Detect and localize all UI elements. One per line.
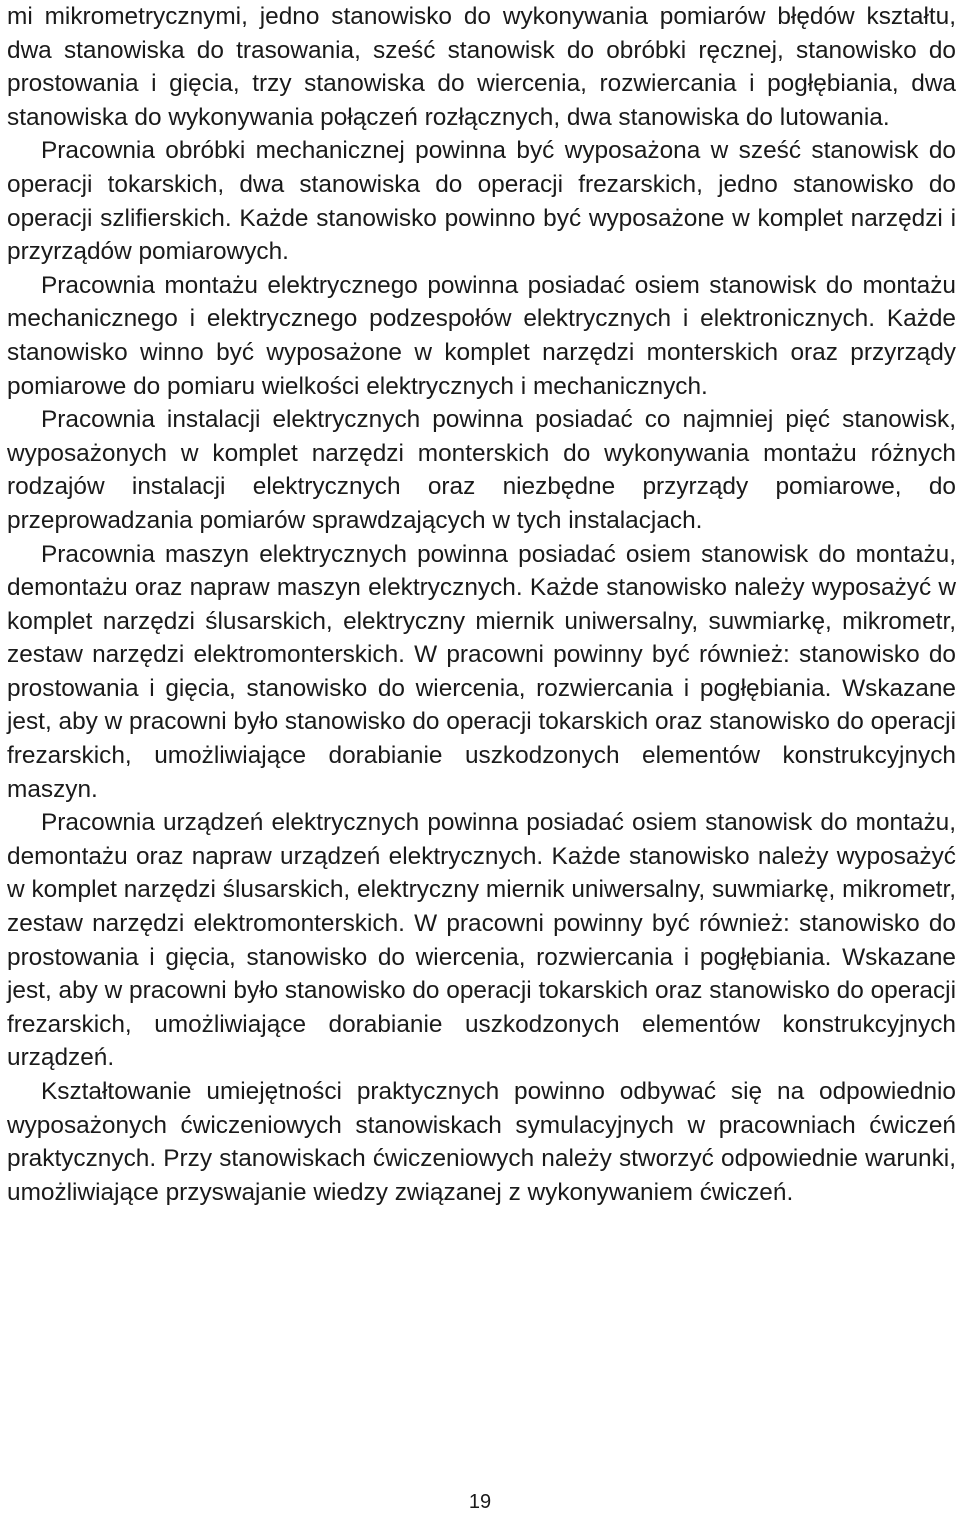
paragraph-mechanical-workshop: Pracownia obróbki mechanicznej powinna być wyposażona w sześć stanowisk do operacji tokarskich, dwa stanowiska do operacji frezarskich, jedno stanowisko do operacji szlifierskich. Każde stanowisko powinno być wyposażone w komplet narzędzi i przyrządów pomiarowych. [7, 137, 956, 266]
paragraph-electrical-devices: Pracownia urządzeń elektrycznych powinna posiadać osiem stanowisk do montażu, demontażu oraz napraw urządzeń elektrycznych. Każde stanowisko należy wyposażyć w komplet narzędzi ślusarskich, elektryczny miernik uniwersalny, suwmiarkę, mikrometr, zestaw narzędzi elektromonterskich. W pracowni powinny być również: stanowisko do prostowania i gięcia, stanowisko do wiercenia, rozwiercania i pogłębiania. Wskazane jest, aby w pracowni było stanowisko do operacji tokarskich oraz stanowisko do operacji frezarskich, umożliwiające dorabianie uszkodzonych elementów konstrukcyjnych urządzeń. [7, 809, 956, 1072]
paragraph-practical-skills: Kształtowanie umiejętności praktycznych powinno odbywać się na odpowiednio wyposażonych ćwiczeniowych stanowiskach symulacyjnych w pracowniach ćwiczeń praktycznych. Przy stanowiskach ćwiczeniowych należy stworzyć odpowiednie warunki, umożliwiające przyswajanie wiedzy związanej z wykonywaniem ćwiczeń. [7, 1078, 956, 1206]
paragraph-electrical-machines: Pracownia maszyn elektrycznych powinna posiadać osiem stanowisk do montażu, demontażu oraz napraw maszyn elektrycznych. Każde stanowisko należy wyposażyć w komplet narzędzi ślusarskich, elektryczny miernik uniwersalny, suwmiarkę, mikrometr, zestaw narzędzi elektromonterskich. W pracowni powinny być również: stanowisko do prostowania i gięcia, stanowisko do wiercenia, rozwiercania i pogłębiania. Wskazane jest, aby w pracowni było stanowisko do operacji tokarskich oraz stanowisko do operacji frezarskich, umożliwiające dorabianie uszkodzonych elementów konstrukcyjnych maszyn. [7, 540, 956, 803]
body-text [7, 0, 956, 1209]
paragraph-continued: mi mikrometrycznymi, jedno stanowisko do wykonywania pomiarów błędów kształtu, dwa stanowiska do trasowania, sześć stanowisk do obróbki ręcznej, stanowisko do prostowania i gięcia, trzy stanowiska do wiercenia, rozwiercania i pogłębiania, dwa stanowiska do wykonywania połączeń rozłącznych, dwa stanowiska do lutowania. [7, 3, 956, 131]
paragraph-electrical-assembly: Pracownia montażu elektrycznego powinna posiadać osiem stanowisk do montażu mechanicznego i elektrycznego podzespołów elektrycznych i elektronicznych. Każde stanowisko winno być wyposażone w komplet narzędzi monterskich oraz przyrządy pomiarowe do pomiaru wielkości elektrycznych i mechanicznych. [7, 271, 956, 400]
paragraph-electrical-installations: Pracownia instalacji elektrycznych powinna posiadać co najmniej pięć stanowisk, wyposażonych w komplet narzędzi monterskich do wykonywania montażu różnych rodzajów instalacji elektrycznych oraz niezbędne przyrządy pomiarowe, do przeprowadzania pomiarów sprawdzających w tych instalacjach. [7, 406, 956, 534]
page-number: 19 [468, 1491, 492, 1513]
